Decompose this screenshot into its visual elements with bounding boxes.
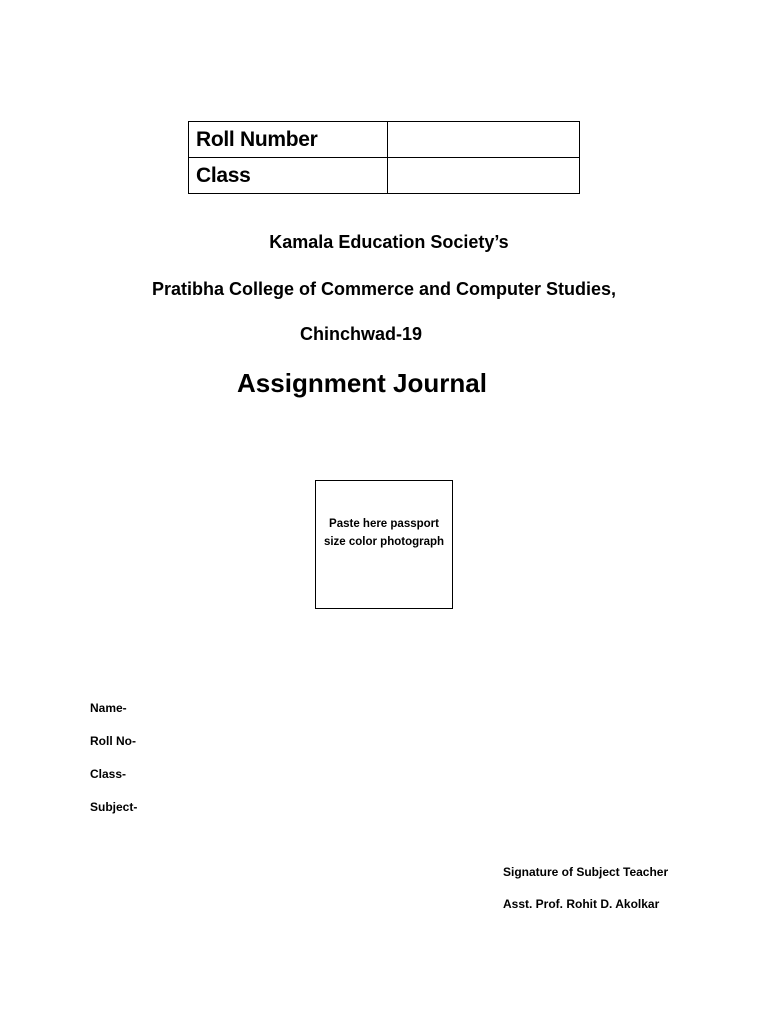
- name-field-label: Name-: [90, 701, 127, 715]
- class-field-label: Class-: [90, 767, 127, 781]
- class-value: [388, 158, 580, 194]
- roll-no-field-label: Roll No-: [90, 734, 136, 748]
- college-city: Chinchwad-19: [299, 324, 423, 344]
- teacher-name: Asst. Prof. Rohit D. Akolkar: [503, 897, 660, 911]
- table-row: [189, 158, 580, 194]
- photo-placeholder-box: [315, 480, 453, 609]
- roll-class-table: [188, 121, 580, 194]
- society-name: Kamala Education Society’s: [269, 232, 509, 252]
- subject-field-label: Subject-: [90, 800, 138, 814]
- roll-number-label: Roll Number: [189, 122, 388, 158]
- photo-instruction-line-2: size color photograph: [323, 536, 445, 548]
- photo-instructions: [316, 515, 452, 551]
- photo-instruction-line-1: Paste here passport: [329, 518, 439, 530]
- signature-title: Signature of Subject Teacher: [503, 865, 669, 879]
- college-name: Pratibha College of Commerce and Computer Studies,: [151, 279, 617, 299]
- table-row: [189, 122, 580, 158]
- roll-number-value: [388, 122, 580, 158]
- class-label: Class: [189, 158, 388, 194]
- page-title: Assignment Journal: [237, 368, 487, 398]
